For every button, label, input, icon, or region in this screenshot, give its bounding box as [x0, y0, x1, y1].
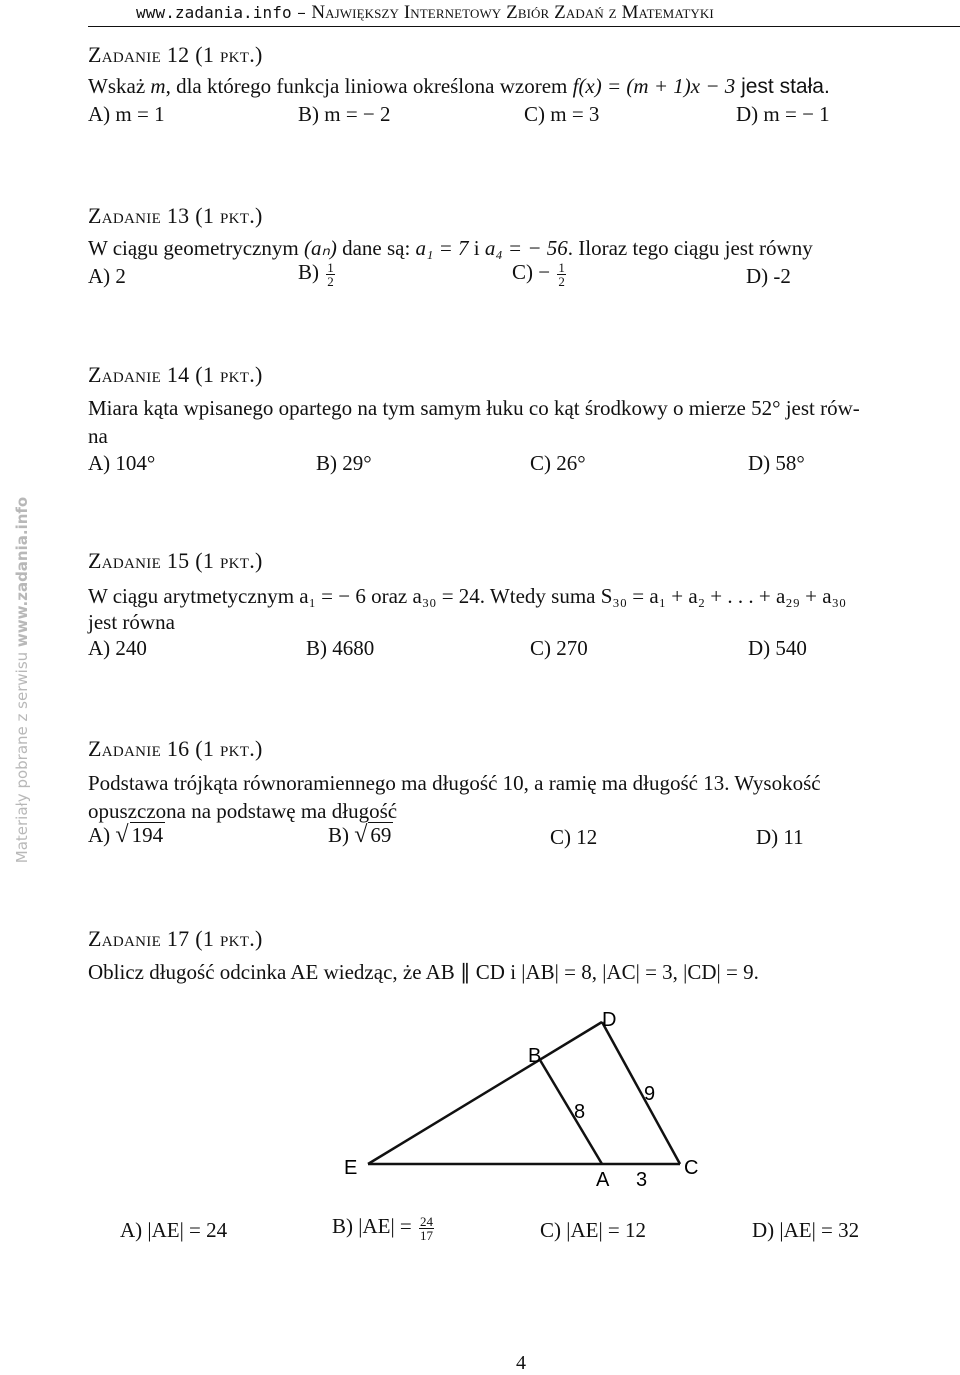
- task-16-answer-a-label: A): [88, 823, 116, 847]
- task-16-answer-b-label: B): [328, 823, 355, 847]
- task-13-answer-c[interactable]: [512, 260, 568, 288]
- task-16-answer-d[interactable]: D) 11: [756, 825, 804, 849]
- task-15-answer-b[interactable]: B) 4680: [306, 636, 375, 660]
- side-watermark-link: www.zadania.info: [13, 496, 31, 648]
- task-14-answer-a[interactable]: A) 104°: [88, 451, 156, 475]
- segment-cd: [602, 1022, 680, 1164]
- task-17-answer-c[interactable]: C) |AE| = 12: [540, 1218, 646, 1242]
- task-14-answer-b[interactable]: B) 29°: [316, 451, 372, 475]
- task-15-question-line1: W ciągu arytmetycznym a₁ = − 6 oraz a₃₀ = 24. Wtedy suma S₃₀ = a₁ + a₂ + . . . + a₂₉ + a₃₀: [88, 584, 847, 608]
- task-14-question-line2: na: [88, 424, 108, 448]
- segment-ab: [540, 1060, 602, 1164]
- header-rule: [88, 26, 960, 27]
- page-number: 4: [516, 1352, 526, 1374]
- task-13-cond2: a₄ = − 56: [484, 236, 568, 260]
- task-12-formula: f(x) = (m + 1)x − 3: [572, 74, 736, 98]
- task-13-title: Zadanie 13 (1 pkt.): [88, 203, 263, 228]
- task-17-answer-b[interactable]: [332, 1214, 436, 1242]
- fraction-numerator: 24: [420, 1213, 433, 1229]
- page-header: [136, 2, 714, 24]
- task-13-conj: i: [468, 236, 485, 260]
- line-ed: [368, 1022, 602, 1164]
- side-watermark: [13, 497, 31, 863]
- point-label-b: B: [528, 1045, 542, 1067]
- fraction-denominator: 17: [420, 1227, 433, 1243]
- task-14-answer-c[interactable]: C) 26°: [530, 451, 586, 475]
- header-site: www.zadania.info: [136, 3, 292, 22]
- task-16-question-line1: [88, 771, 960, 796]
- task-14-answer-d[interactable]: D) 58°: [748, 451, 805, 475]
- header-tagline: Największy Internetowy Zbiór Zadań z Matematyki: [311, 2, 714, 23]
- task-13-question: [88, 236, 813, 261]
- task-17-figure: [320, 1000, 740, 1200]
- sqrt-icon: √: [115, 822, 129, 848]
- task-13-question-suffix: . Iloraz tego ciągu jest równy: [567, 236, 813, 260]
- task-13-answer-c-label: C) −: [512, 260, 556, 284]
- task-14-title: Zadanie 14 (1 pkt.): [88, 362, 263, 387]
- task-12-question-var: m: [150, 74, 166, 98]
- length-label-ac: 3: [636, 1169, 648, 1191]
- task-15-answer-a[interactable]: A) 240: [88, 636, 147, 660]
- task-12-answer-c[interactable]: C) m = 3: [524, 102, 600, 126]
- task-17-title: Zadanie 17 (1 pkt.): [88, 926, 263, 951]
- task-17-answer-a[interactable]: A) |AE| = 24: [120, 1218, 228, 1242]
- task-12-question-mid: , dla którego funkcja liniowa określona wzorem: [165, 74, 573, 98]
- sqrt-icon: √: [354, 822, 368, 848]
- task-12-answer-a[interactable]: A) m = 1: [88, 102, 165, 126]
- task-17-answer-b-fraction: [419, 1215, 434, 1242]
- task-15-answer-c[interactable]: C) 270: [530, 636, 588, 660]
- task-15-answer-d[interactable]: D) 540: [748, 636, 807, 660]
- task-15-title: Zadanie 15 (1 pkt.): [88, 548, 263, 573]
- task-13-question-mid: dane są:: [336, 236, 416, 260]
- task-13-sequence: (aₙ): [303, 236, 337, 260]
- task-13-answer-c-fraction: [557, 261, 566, 288]
- task-13-cond1: a₁ = 7: [415, 236, 469, 260]
- task-13-answer-b[interactable]: [298, 260, 337, 288]
- fraction-numerator: 1: [558, 259, 565, 275]
- task-12-answer-d[interactable]: D) m = − 1: [736, 102, 830, 126]
- task-17-question: Oblicz długość odcinka AE wiedząc, że AB ∥ CD i |AB| = 8, |AC| = 3, |CD| = 9.: [88, 960, 759, 984]
- task-13-answer-b-label: B): [298, 260, 325, 284]
- point-label-c: C: [684, 1157, 699, 1179]
- task-16-answer-a[interactable]: [88, 822, 165, 849]
- task-13-answer-b-fraction: [326, 261, 335, 288]
- task-12-question-suffix: jest stała.: [735, 75, 830, 98]
- task-13-answer-d[interactable]: D) -2: [746, 264, 791, 288]
- point-label-a: A: [596, 1169, 610, 1191]
- fraction-numerator: 1: [327, 259, 334, 275]
- point-label-d: D: [602, 1009, 617, 1031]
- side-watermark-text: Materiały pobrane z serwisu: [13, 647, 31, 864]
- task-15-question-line2: jest równa: [88, 610, 175, 634]
- task-16-answer-a-radicand: 194: [131, 823, 164, 847]
- point-label-e: E: [344, 1157, 358, 1179]
- task-13-answer-a[interactable]: A) 2: [88, 264, 126, 288]
- task-17-answer-b-label: B) |AE| =: [332, 1214, 417, 1238]
- header-dash: –: [291, 3, 312, 23]
- task-16-answer-b-radicand: 69: [370, 823, 392, 847]
- task-17-answer-d[interactable]: D) |AE| = 32: [752, 1218, 860, 1242]
- task-14-question-line1: Miara kąta wpisanego opartego na tym samym łuku co kąt środkowy o mierze 52° jest rów-: [88, 396, 860, 420]
- task-12-answer-b[interactable]: B) m = − 2: [298, 102, 391, 126]
- task-16-question-line1-text: Podstawa trójkąta równoramiennego ma długość 10, a ramię ma długość 13. Wysokość: [88, 771, 821, 795]
- task-16-title: Zadanie 16 (1 pkt.): [88, 736, 263, 761]
- task-12-title: Zadanie 12 (1 pkt.): [88, 42, 263, 67]
- task-12-question: [88, 74, 830, 99]
- length-label-ab: 8: [574, 1101, 586, 1123]
- fraction-denominator: 2: [327, 273, 334, 289]
- task-16-answer-b[interactable]: [328, 822, 393, 849]
- task-12-question-prefix: Wskaż: [88, 74, 151, 98]
- fraction-denominator: 2: [558, 273, 565, 289]
- task-16-answer-c[interactable]: C) 12: [550, 825, 598, 849]
- length-label-cd: 9: [644, 1083, 656, 1105]
- task-16-question-line2: opuszczona na podstawę ma długość: [88, 799, 398, 823]
- task-13-question-prefix: W ciągu geometrycznym: [88, 236, 304, 260]
